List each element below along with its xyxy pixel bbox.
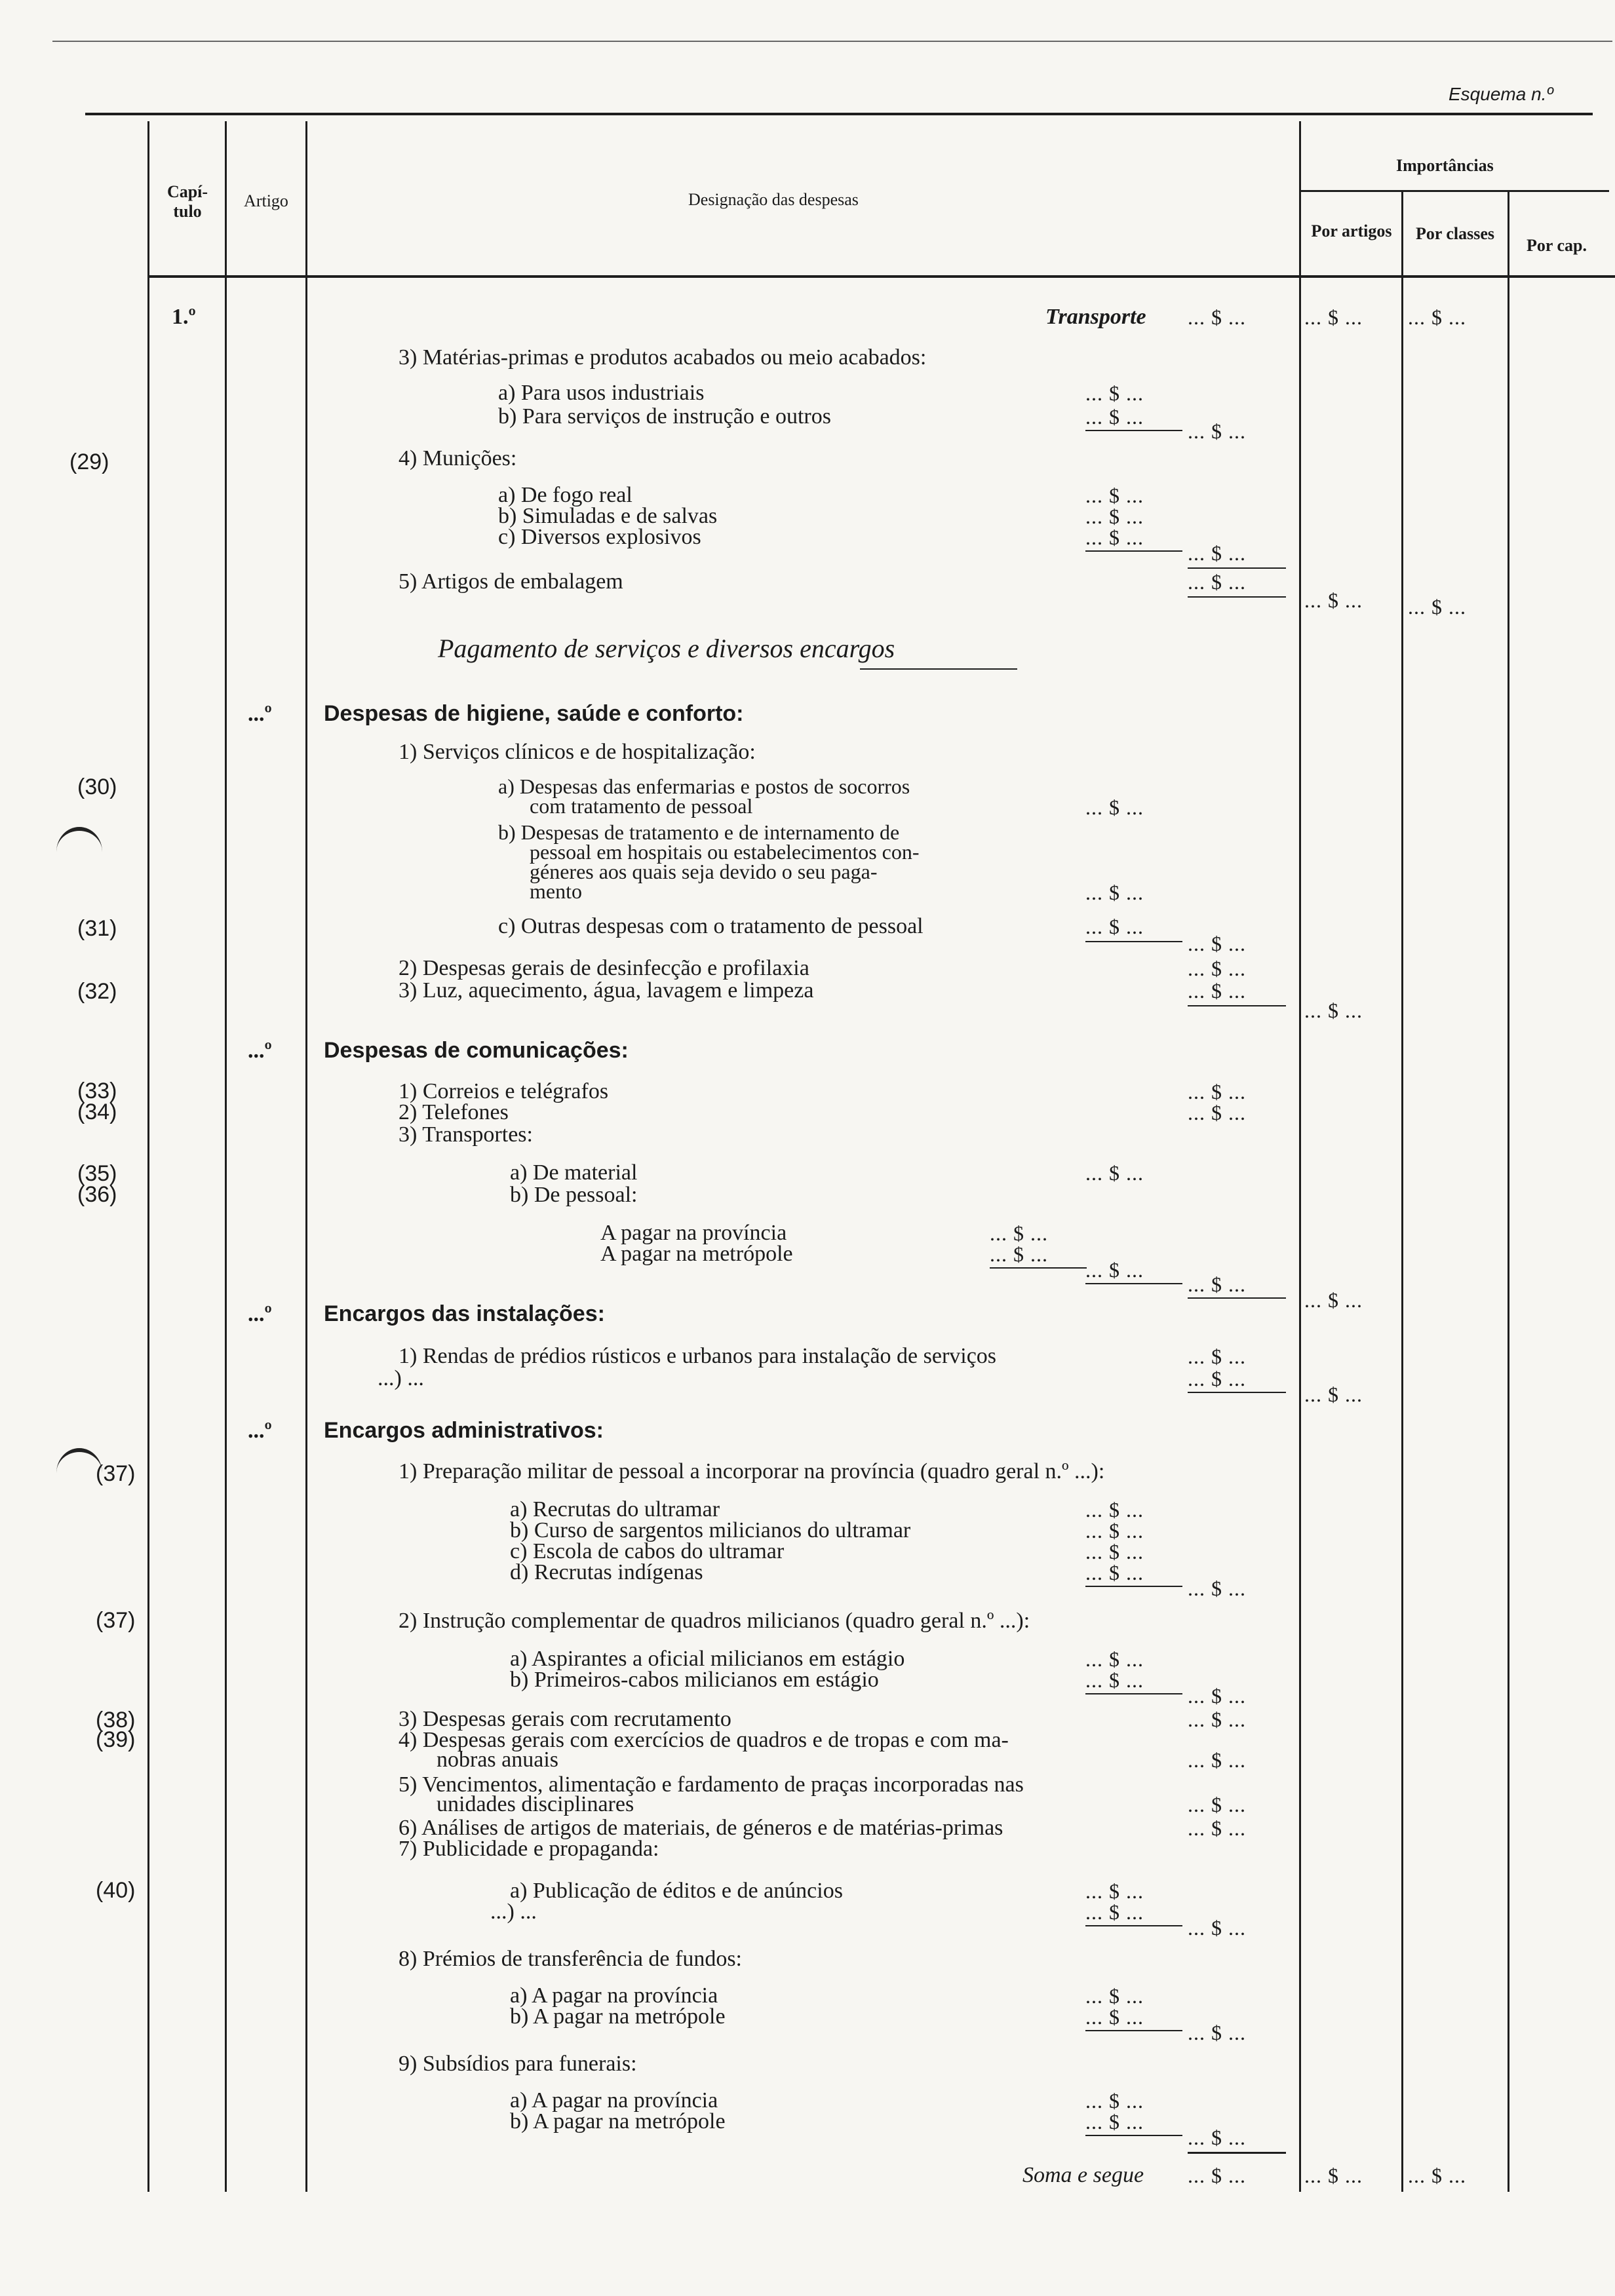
administrativos-i4a: 4) Despesas gerais com exercícios de quadros e de tropas e com ma- [399,1728,1009,1752]
administrativos-i1d: d) Recrutas indígenas [510,1560,703,1584]
administrativos-i9a: a) A pagar na província [510,2088,718,2113]
higiene-item1-total: ... $ ... [1188,932,1246,955]
municoes-a-value: ... $ ... [1085,484,1144,507]
ref-37-b: (37) [96,1608,136,1633]
comunicacoes-title: Despesas de comunicações: [324,1038,629,1063]
administrativos-i9b-value: ... $ ... [1085,2110,1144,2133]
materias-b-value: ... $ ... [1085,405,1144,429]
instalacoes-i2-value: ... $ ... [1188,1367,1246,1390]
administrativos-i5b: unidades disciplinares [437,1792,634,1816]
header-por-artigos: Por artigos [1311,221,1392,240]
capitulo-number: 1.º [172,305,196,329]
comunicacoes-p1-value: ... $ ... [990,1221,1048,1245]
higiene-b3: géneres aos quais seja devido o seu paga- [530,860,878,883]
administrativos-i2b-value: ... $ ... [1085,1668,1144,1692]
transporte-value-artigos: ... $ ... [1188,305,1246,329]
instalacoes-artigo: ...º [248,1302,272,1326]
materias-total: ... $ ... [1188,419,1246,443]
col-line-1 [147,121,149,2192]
comunicacoes-i3: 3) Transportes: [399,1122,533,1147]
comunicacoes-class-value: ... $ ... [1304,1288,1363,1312]
administrativos-i3-value: ... $ ... [1188,1708,1246,1731]
higiene-a-value: ... $ ... [1085,795,1144,819]
instalacoes-class-value: ... $ ... [1304,1383,1363,1406]
municoes-title: 4) Munições: [399,446,517,470]
administrativos-i9-total: ... $ ... [1188,2126,1246,2149]
materias-b: b) Para serviços de instrução e outros [498,404,831,429]
higiene-item1: 1) Serviços clínicos e de hospitalização: [399,740,756,764]
ref-31: (31) [77,916,117,941]
higiene-item3: 3) Luz, aquecimento, água, lavagem e limpeza [399,978,814,1003]
higiene-item2: 2) Despesas gerais de desinfecção e profilaxia [399,956,809,980]
administrativos-i7a: a) Publicação de éditos e de anúncios [510,1879,843,1903]
ref-38: (38) [96,1708,136,1732]
higiene-b4: mento [530,879,582,903]
administrativos-i7b: ...) ... [490,1900,537,1924]
administrativos-i1b: b) Curso de sargentos milicianos do ultramar [510,1518,911,1542]
administrativos-i7a-value: ... $ ... [1085,1879,1144,1903]
ref-35: (35) [77,1161,117,1186]
administrativos-i9-underline [1085,2135,1182,2136]
comunicacoes-p2-value: ... $ ... [990,1242,1048,1266]
administrativos-i2a-value: ... $ ... [1085,1647,1144,1671]
ref-29: (29) [69,450,109,474]
ref-37-a: (37) [96,1461,136,1486]
administrativos-i8-underline [1085,2030,1182,2031]
materias-a: a) Para usos industriais [498,381,705,405]
administrativos-i8: 8) Prémios de transferência de fundos: [399,1947,742,1971]
footer-value-cap: ... $ ... [1408,2164,1466,2187]
higiene-b1: b) Despesas de tratamento e de internamento de [498,820,900,844]
higiene-c-value: ... $ ... [1085,915,1144,938]
higiene-c-underline [1085,941,1182,942]
administrativos-i1c: c) Escola de cabos do ultramar [510,1539,785,1563]
embalagem-value: ... $ ... [1188,570,1246,594]
higiene-title: Despesas de higiene, saúde e conforto: [324,701,744,726]
administrativos-artigo: ...º [248,1419,272,1443]
header-artigo: Artigo [244,191,288,210]
ref-40: (40) [96,1878,136,1903]
embalagem-underline [1188,596,1286,598]
embalagem-class-value: ... $ ... [1304,588,1363,612]
municoes-b-value: ... $ ... [1085,505,1144,528]
footer-value-artigos: ... $ ... [1188,2164,1246,2187]
comunicacoes-p-underline [990,1267,1087,1269]
comunicacoes-b-value: ... $ ... [1085,1258,1144,1282]
administrativos-i3: 3) Despesas gerais com recrutamento [399,1707,731,1731]
administrativos-i2-total: ... $ ... [1188,1684,1246,1708]
col-line-6 [1508,191,1509,2192]
instalacoes-i1-value: ... $ ... [1188,1345,1246,1368]
col-line-4 [1299,121,1301,2192]
administrativos-i7: 7) Publicidade e propaganda: [399,1837,659,1861]
higiene-artigo: ...º [248,702,272,726]
administrativos-i1a: a) Recrutas do ultramar [510,1497,720,1521]
comunicacoes-a-value: ... $ ... [1085,1161,1144,1185]
final-total-underline [1188,2152,1286,2154]
municoes-b: b) Simuladas e de salvas [498,504,718,528]
header-designacao: Designação das despesas [688,190,859,209]
municoes-total: ... $ ... [1188,541,1246,565]
municoes-total-underline [1188,567,1286,569]
instalacoes-underline [1188,1392,1286,1393]
subtitle-underline [860,668,1017,670]
administrativos-i2: 2) Instrução complementar de quadros milicianos (quadro geral n.º ...): [399,1609,1030,1633]
municoes-underline [1085,550,1182,552]
administrativos-i8a: a) A pagar na província [510,1983,718,2008]
comunicacoes-i1: 1) Correios e telégrafos [399,1079,609,1103]
top-scan-rule [52,41,1612,42]
administrativos-i8a-value: ... $ ... [1085,1984,1144,2008]
municoes-c-value: ... $ ... [1085,526,1144,549]
comunicacoes-p2: A pagar na metrópole [600,1242,793,1266]
col-line-5 [1401,191,1403,2192]
higiene-a1: a) Despesas das enfermarias e postos de socorros [498,775,910,798]
embalagem-title: 5) Artigos de embalagem [399,569,623,594]
administrativos-i2a: a) Aspirantes a oficial milicianos em estágio [510,1647,905,1671]
punch-hole-bottom [56,1448,102,1498]
higiene-b2: pessoal em hospitais ou estabelecimentos con- [530,840,920,864]
higiene-item3-underline [1188,1005,1286,1006]
transporte-value-classes: ... $ ... [1304,305,1363,329]
header-bottom-rule [147,275,1615,278]
transporte-label: Transporte [1045,305,1146,329]
instalacoes-i2: ...) ... [378,1366,424,1390]
administrativos-i4b: nobras anuais [437,1748,559,1772]
higiene-class-value: ... $ ... [1304,999,1363,1022]
higiene-b-value: ... $ ... [1085,881,1144,904]
administrativos-i1: 1) Preparação militar de pessoal a incorporar na província (quadro geral n.º ...): [399,1459,1105,1483]
administrativos-i9b: b) A pagar na metrópole [510,2109,726,2133]
comunicacoes-i2-value: ... $ ... [1188,1101,1246,1124]
administrativos-i5a: 5) Vencimentos, alimentação e fardamento de praças incorporadas nas [399,1772,1024,1797]
comunicacoes-artigo: ...º [248,1039,272,1063]
ref-36: (36) [77,1182,117,1207]
instalacoes-i1: 1) Rendas de prédios rústicos e urbanos para instalação de serviços [399,1344,997,1368]
comunicacoes-i1-value: ... $ ... [1188,1080,1246,1103]
header-rule-importancias [1301,190,1609,192]
comunicacoes-total-underline [1188,1297,1286,1299]
administrativos-i7b-value: ... $ ... [1085,1900,1144,1924]
soma-segue-label: Soma e segue [1022,2163,1144,2187]
higiene-a2: com tratamento de pessoal [530,794,753,818]
administrativos-i1c-value: ... $ ... [1085,1540,1144,1563]
administrativos-i1d-value: ... $ ... [1085,1561,1144,1584]
municoes-a: a) De fogo real [498,483,632,507]
administrativos-i1b-value: ... $ ... [1085,1519,1144,1542]
punch-hole-top [56,827,102,877]
administrativos-i4-value: ... $ ... [1188,1748,1246,1772]
transporte-value-cap: ... $ ... [1408,305,1466,329]
ref-30: (30) [77,775,117,799]
administrativos-i8b: b) A pagar na metrópole [510,2004,726,2029]
municoes-c: c) Diversos explosivos [498,525,701,549]
comunicacoes-b: b) De pessoal: [510,1183,638,1207]
administrativos-i6: 6) Análises de artigos de materiais, de géneros e de matérias-primas [399,1816,1003,1840]
header-por-classes: Por classes [1415,224,1495,243]
scheme-label: Esquema n.º [1449,84,1553,104]
higiene-item3-value: ... $ ... [1188,979,1246,1003]
materias-a-value: ... $ ... [1085,381,1144,405]
higiene-c: c) Outras despesas com o tratamento de pessoal [498,914,924,938]
col-line-3 [305,121,307,2192]
instalacoes-title: Encargos das instalações: [324,1301,605,1326]
section-subtitle: Pagamento de serviços e diversos encargos [438,634,895,663]
comunicacoes-i3-total: ... $ ... [1188,1272,1246,1296]
higiene-item2-value: ... $ ... [1188,957,1246,980]
comunicacoes-b-underline [1085,1283,1182,1284]
administrativos-i2b: b) Primeiros-cabos milicianos em estágio [510,1668,879,1692]
administrativos-i6-value: ... $ ... [1188,1816,1246,1840]
comunicacoes-a: a) De material [510,1160,638,1185]
administrativos-i7-underline [1085,1925,1182,1926]
header-capitulo: Capí-tulo [166,182,208,221]
administrativos-i9a-value: ... $ ... [1085,2089,1144,2113]
materias-title: 3) Matérias-primas e produtos acabados ou meio acabados: [399,345,927,370]
ref-33: (33) [77,1079,117,1103]
administrativos-i8-total: ... $ ... [1188,2021,1246,2044]
ref-32: (32) [77,979,117,1004]
embalagem-cap-value: ... $ ... [1408,595,1466,619]
administrativos-title: Encargos administrativos: [324,1418,604,1443]
header-por-cap: Por cap. [1527,236,1587,255]
administrativos-i7-total: ... $ ... [1188,1916,1246,1940]
ref-34: (34) [77,1100,117,1124]
administrativos-i5-value: ... $ ... [1188,1793,1246,1816]
administrativos-i2-underline [1085,1693,1182,1694]
comunicacoes-p1: A pagar na província [600,1221,787,1245]
administrativos-i9: 9) Subsídios para funerais: [399,2052,637,2076]
col-line-2 [225,121,227,2192]
comunicacoes-i2: 2) Telefones [399,1100,509,1124]
header-importancias: Importâncias [1396,156,1494,175]
administrativos-i1-total: ... $ ... [1188,1577,1246,1600]
administrativos-i1a-value: ... $ ... [1085,1498,1144,1521]
materias-underline [1085,430,1182,431]
footer-value-classes: ... $ ... [1304,2164,1363,2187]
top-rule [85,113,1593,115]
ref-39: (39) [96,1727,136,1752]
administrativos-i8b-value: ... $ ... [1085,2005,1144,2029]
administrativos-i1-underline [1085,1586,1182,1587]
